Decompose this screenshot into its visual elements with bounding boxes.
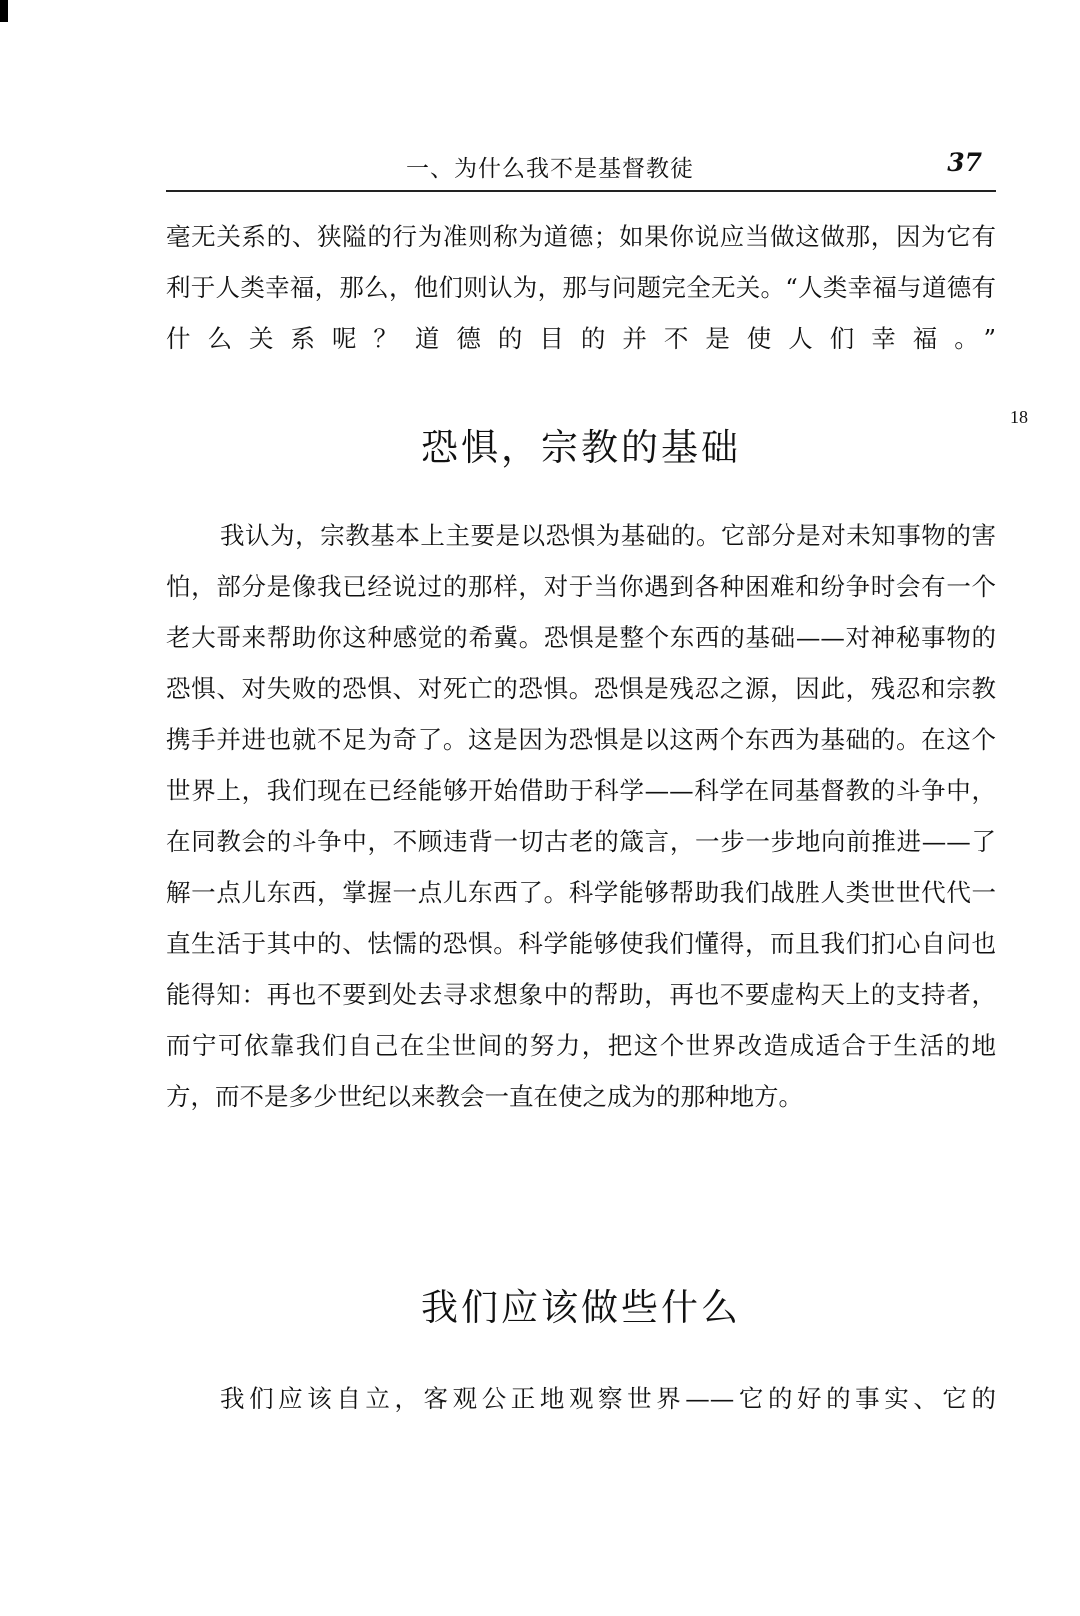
section-paragraph-what-to-do: 我们应该自立，客观公正地观察世界——它的好的事实、它的: [220, 1384, 996, 1413]
section-paragraph-fear: 我认为，宗教基本上主要是以恐惧为基础的。它部分是对未知事物的害怕，部分是像我已经说过的那样，对于当你遇到各种困难和纷争时会有一个老大哥来帮助你这种感觉的希冀。恐惧是整个东西的基础——对神秘事物的恐惧、对失败的恐惧、对死亡的恐惧。恐惧是残忍之源，因此，残忍和宗教携手并进也就不足为奇了。这是因为恐惧是以这两个东西为基础的。在这个世界上，我们现在已经能够开始借助于科学——科学在同基督教的斗争中，在同教会的斗争中，不顾违背一切古老的箴言，一步一步地向前推进——了解一点儿东西，掌握一点儿东西了。科学能够帮助我们战胜人类世世代代一直生活于其中的、怯懦的恐惧。科学能够使我们懂得，而且我们扪心自问也能得知：再也不要到处去寻求想象中的帮助，再也不要虚构天上的支持者，而宁可依靠我们自己在尘世间的努力，把这个世界改造成适合于生活的地方，而不是多少世纪以来教会一直在使之成为的那种地方。: [166, 521, 996, 1111]
continued-paragraph: 毫无关系的、狭隘的行为准则称为道德；如果你说应当做这做那，因为它有利于人类幸福，那么，他们则认为，那与问题完全无关。“人类幸福与道德有什么关系呢？道德的目的并不是使人们幸福。”: [166, 222, 996, 353]
section-heading-what-to-do: 我们应该做些什么: [421, 1286, 741, 1329]
header-rule: [166, 190, 996, 192]
margin-number: 18: [1010, 407, 1028, 427]
section-heading-fear: 恐惧，宗教的基础: [421, 426, 741, 469]
running-header: [166, 150, 996, 186]
page-number: 37: [947, 148, 982, 177]
running-title: 一、为什么我不是基督教徒: [406, 156, 694, 182]
scan-corner-mark: [0, 0, 8, 22]
